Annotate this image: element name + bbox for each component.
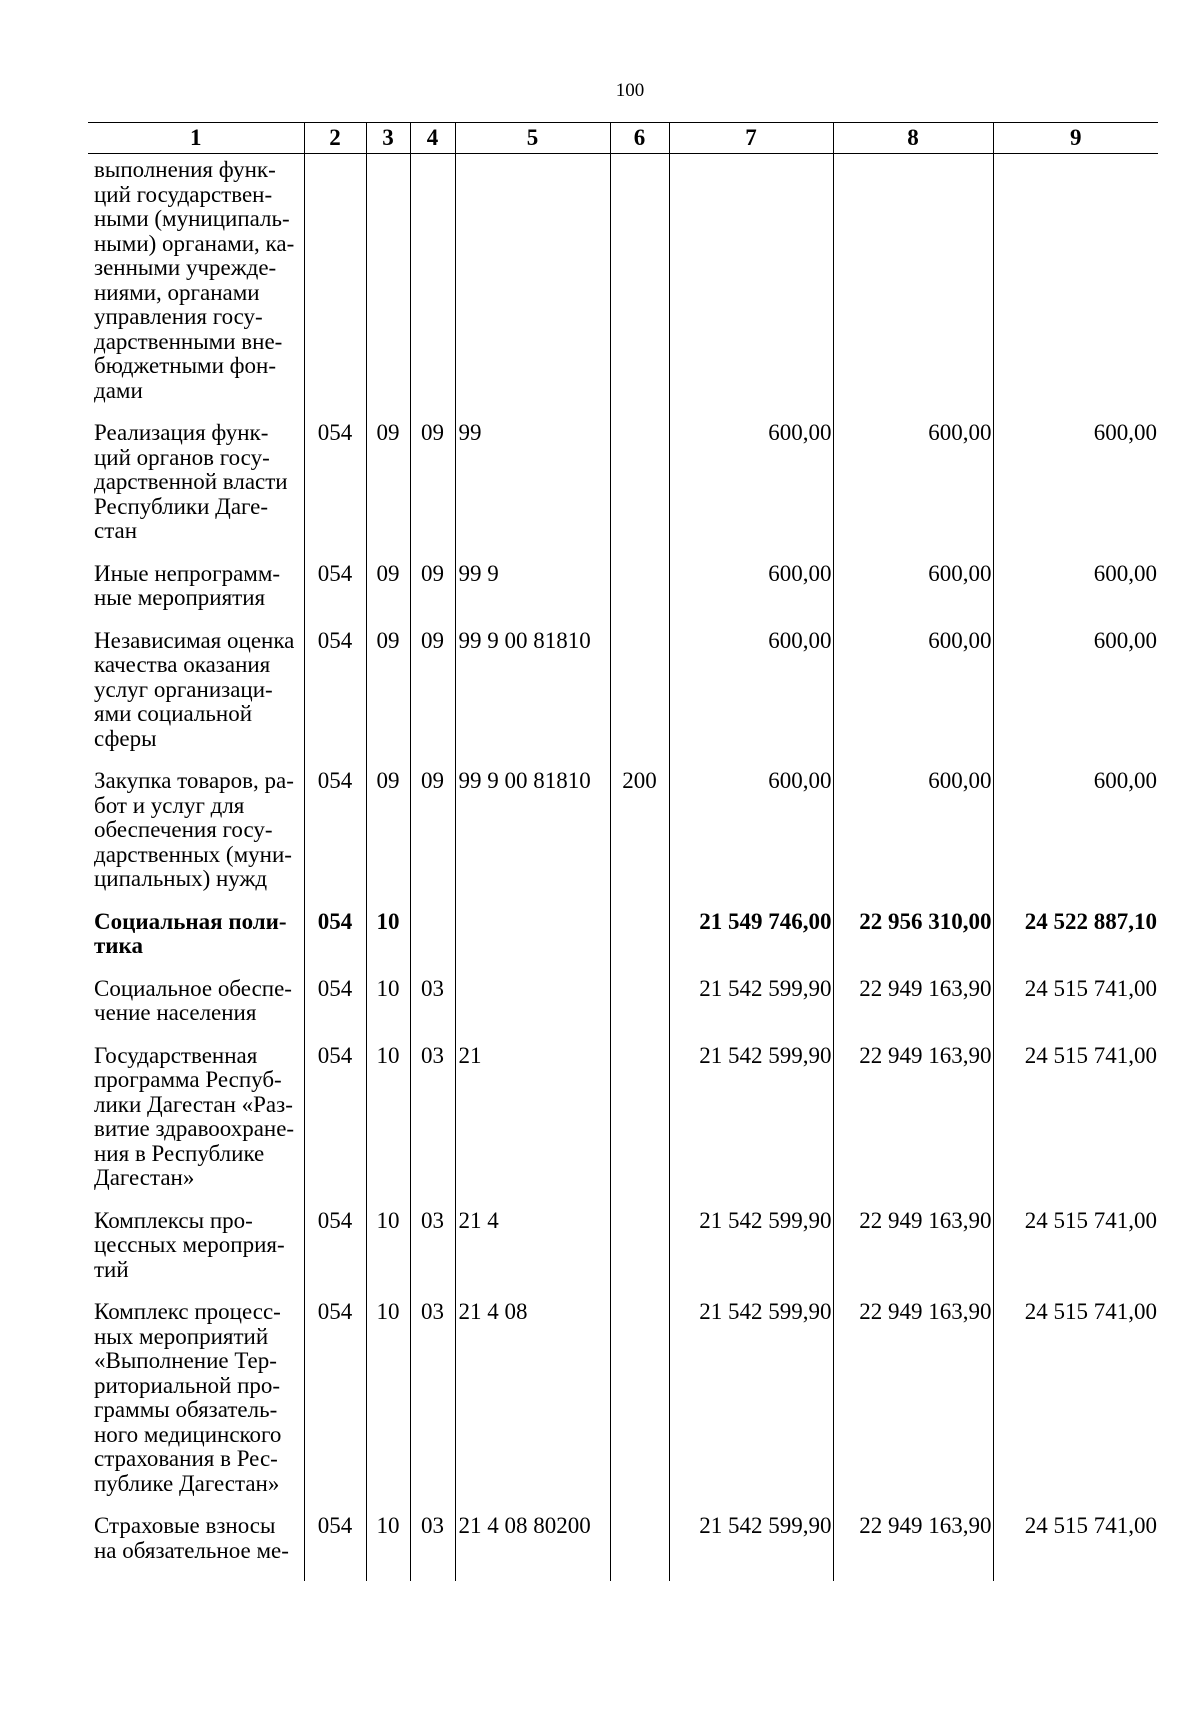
column-number-header-row [88,123,1158,154]
section-code-cell: 10 [366,1300,410,1514]
expense-type-cell [610,421,669,562]
subsection-code-cell: 03 [410,1209,455,1301]
name-cell: Комплексы про- цессных мероприя- тий [88,1209,304,1301]
table-row [88,421,1158,562]
ministry-code-cell: 054 [304,910,366,977]
amount-col8-cell: 22 949 163,90 [833,977,993,1044]
ministry-code-cell: 054 [304,1209,366,1301]
subsection-code-cell: 09 [410,421,455,562]
header-col-5: 5 [455,123,610,154]
ministry-code-cell: 054 [304,562,366,629]
expense-type-cell [610,1514,669,1581]
target-article-cell: 99 9 [455,562,610,629]
amount-col9-cell: 600,00 [993,562,1158,629]
amount-col9-cell: 24 515 741,00 [993,1209,1158,1301]
amount-col9-cell: 600,00 [993,421,1158,562]
amount-col7-cell: 21 542 599,90 [669,1044,833,1209]
table-row [88,1300,1158,1514]
ministry-code-cell: 054 [304,1300,366,1514]
table-row [88,1044,1158,1209]
amount-col7-cell: 21 542 599,90 [669,977,833,1044]
name-cell: Закупка товаров, ра- бот и услуг для обеспечения госу- дарственных (муни- ципальных) нужд [88,769,304,910]
name-cell: Комплекс процесс- ных мероприятий «Выполнение Тер- риториальной про- граммы обязатель- ного медицинского страхования в Рес- публике Дагестан» [88,1300,304,1514]
target-article-cell: 21 4 08 80200 [455,1514,610,1581]
section-code-cell: 10 [366,1044,410,1209]
page-number: 100 [615,80,645,101]
amount-col8-cell: 22 949 163,90 [833,1514,993,1581]
amount-col9-cell: 600,00 [993,629,1158,770]
subsection-code-cell: 03 [410,1514,455,1581]
ministry-code-cell: 054 [304,1044,366,1209]
table-body [88,154,1158,1582]
section-code-cell: 10 [366,910,410,977]
amount-col8-cell: 600,00 [833,562,993,629]
amount-col9-cell: 24 515 741,00 [993,977,1158,1044]
amount-col7-cell: 21 549 746,00 [669,910,833,977]
amount-col7-cell: 600,00 [669,769,833,910]
expense-type-cell: 200 [610,769,669,910]
subsection-code-cell: 03 [410,1044,455,1209]
table-row [88,1514,1158,1581]
amount-col7-cell: 21 542 599,90 [669,1514,833,1581]
expense-type-cell [610,629,669,770]
target-article-cell: 21 4 [455,1209,610,1301]
section-code-cell: 10 [366,977,410,1044]
expense-type-cell [610,562,669,629]
expense-type-cell [610,1300,669,1514]
expense-type-cell [610,1209,669,1301]
subsection-code-cell [410,910,455,977]
section-code-cell: 10 [366,1514,410,1581]
name-cell: Независимая оценка качества оказания услуг организаци- ями социальной сферы [88,629,304,770]
budget-table [88,122,1158,1581]
target-article-cell: 99 9 00 81810 [455,769,610,910]
table-row [88,769,1158,910]
amount-col7-cell: 600,00 [669,562,833,629]
amount-col8-cell: 22 949 163,90 [833,1209,993,1301]
subsection-code-cell: 03 [410,1300,455,1514]
expense-type-cell [610,154,669,422]
name-cell: Государственная программа Респуб- лики Дагестан «Раз- витие здравоохране- ния в Республике Дагестан» [88,1044,304,1209]
expense-type-cell [610,1044,669,1209]
target-article-cell: 21 [455,1044,610,1209]
ministry-code-cell: 054 [304,977,366,1044]
subsection-code-cell: 09 [410,562,455,629]
ministry-code-cell: 054 [304,1514,366,1581]
target-article-cell [455,154,610,422]
target-article-cell: 21 4 08 [455,1300,610,1514]
header-col-7: 7 [669,123,833,154]
amount-col8-cell: 600,00 [833,769,993,910]
amount-col9-cell: 24 515 741,00 [993,1044,1158,1209]
amount-col8-cell: 22 956 310,00 [833,910,993,977]
table-row [88,154,1158,422]
target-article-cell [455,910,610,977]
table-row [88,562,1158,629]
section-code-cell: 09 [366,769,410,910]
amount-col8-cell: 22 949 163,90 [833,1044,993,1209]
section-code-cell [366,154,410,422]
ministry-code-cell: 054 [304,629,366,770]
name-cell: Социальное обеспе- чение населения [88,977,304,1044]
target-article-cell: 99 [455,421,610,562]
section-code-cell: 09 [366,421,410,562]
section-code-cell: 09 [366,629,410,770]
amount-col8-cell [833,154,993,422]
amount-col7-cell: 21 542 599,90 [669,1209,833,1301]
name-cell: Реализация функ- ций органов госу- дарственной власти Республики Даге- стан [88,421,304,562]
target-article-cell: 99 9 00 81810 [455,629,610,770]
section-code-cell: 09 [366,562,410,629]
target-article-cell [455,977,610,1044]
header-col-3: 3 [366,123,410,154]
amount-col8-cell: 600,00 [833,421,993,562]
section-code-cell: 10 [366,1209,410,1301]
name-cell: Иные непрограмм- ные мероприятия [88,562,304,629]
header-col-8: 8 [833,123,993,154]
name-cell: Страховые взносы на обязательное ме- [88,1514,304,1581]
amount-col9-cell [993,154,1158,422]
header-col-2: 2 [304,123,366,154]
amount-col8-cell: 600,00 [833,629,993,770]
amount-col7-cell: 600,00 [669,629,833,770]
ministry-code-cell: 054 [304,769,366,910]
subsection-code-cell: 03 [410,977,455,1044]
name-cell: Социальная поли- тика [88,910,304,977]
header-col-1: 1 [88,123,304,154]
table-row [88,629,1158,770]
header-col-6: 6 [610,123,669,154]
table-row [88,1209,1158,1301]
expense-type-cell [610,977,669,1044]
ministry-code-cell: 054 [304,421,366,562]
amount-col7-cell: 21 542 599,90 [669,1300,833,1514]
header-col-4: 4 [410,123,455,154]
subsection-code-cell: 09 [410,629,455,770]
amount-col7-cell [669,154,833,422]
subsection-code-cell: 09 [410,769,455,910]
table-row [88,910,1158,977]
amount-col7-cell: 600,00 [669,421,833,562]
amount-col8-cell: 22 949 163,90 [833,1300,993,1514]
name-cell: выполнения функ- ций государствен- ными (муниципаль- ными) органами, ка- зенными учрежде- ниями, органами управления госу- дарственными вне- бюджетными фон- дами [88,154,304,422]
subsection-code-cell [410,154,455,422]
amount-col9-cell: 24 515 741,00 [993,1300,1158,1514]
amount-col9-cell: 600,00 [993,769,1158,910]
amount-col9-cell: 24 515 741,00 [993,1514,1158,1581]
expense-type-cell [610,910,669,977]
ministry-code-cell [304,154,366,422]
header-col-9: 9 [993,123,1158,154]
amount-col9-cell: 24 522 887,10 [993,910,1158,977]
table-row [88,977,1158,1044]
